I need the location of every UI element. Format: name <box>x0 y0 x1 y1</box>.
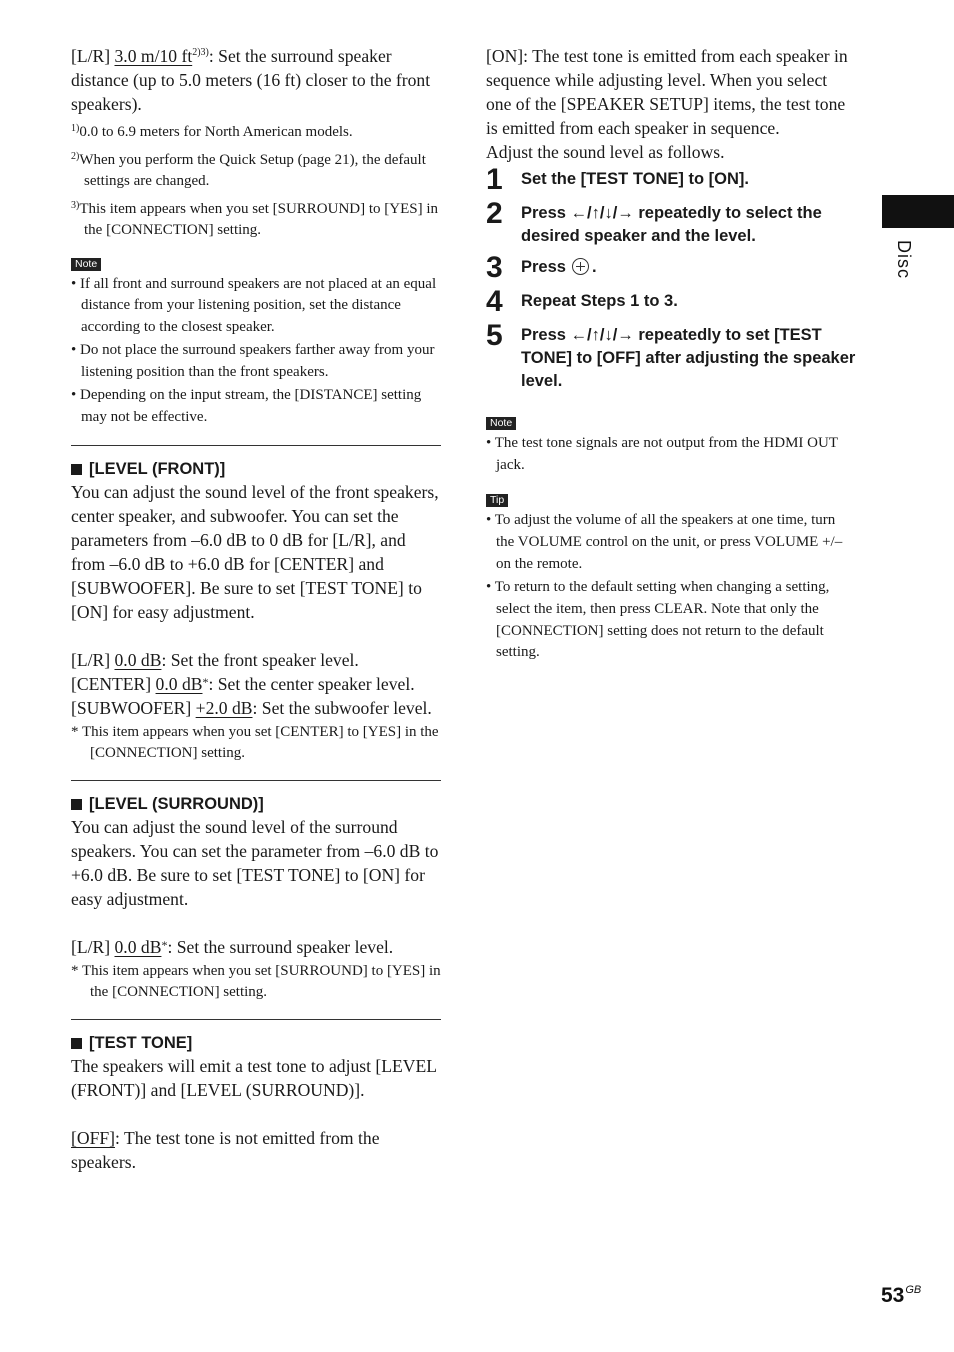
footnote-1: $^{1)}$0.0 to 6.9 meters for North American models. <box>71 123 353 140</box>
note-item: • If all front and surround speakers are not placed at an equal distance from your listening position, set the distance according to the closest speaker. <box>71 275 437 336</box>
section-divider <box>71 780 441 781</box>
level-front-description: You can adjust the sound level of the front speakers, center speaker, and subwoofer. You can set the parameters from –6.0 dB to 0 dB for [L/R], and from –6.0 dB to +6.0 dB for [CENTER] and [SUBWOOFER]. Be sure to set [TEST TONE] to [ON] for easy adjustment. <box>71 482 439 623</box>
side-tab-label: Disc <box>894 240 914 279</box>
distance-lr-setting: [L/R] 3.0 m/10 $ft^{2)3)}$: Set the surround speaker distance (up to 5.0 meters (16 ft) closer to the front speakers). <box>71 46 431 114</box>
level-surround-heading: [LEVEL (SURROUND)] <box>71 793 441 815</box>
step-4: 4 Repeat Steps 1 to 3. <box>486 285 678 318</box>
square-bullet-icon <box>71 799 82 810</box>
note-list <box>71 274 441 430</box>
step-1: 1 Set the [TEST TONE] to [ON]. <box>486 163 749 196</box>
note-label: Note <box>71 258 101 271</box>
tip-list <box>486 510 856 664</box>
note-item: • Depending on the input stream, the [DISTANCE] setting may not be effective. <box>71 387 422 426</box>
test-tone-description: The speakers will emit a test tone to adjust [LEVEL (FRONT)] and [LEVEL (SURROUND)]. <box>71 1056 437 1101</box>
level-surround-footnote: * This item appears when you set [SURROUND] to [YES] in the [CONNECTION] setting. <box>71 963 441 1001</box>
enter-button-icon <box>572 258 589 275</box>
level-front-subwoofer: [SUBWOOFER] +2.0 dB: Set the subwoofer level. <box>71 698 432 719</box>
level-front-footnote: * This item appears when you set [CENTER] to [YES] in the [CONNECTION] setting. <box>71 724 439 762</box>
level-front-heading: [LEVEL (FRONT)] <box>71 458 441 480</box>
note-item: • The test tone signals are not output from the HDMI OUT jack. <box>486 435 838 473</box>
distance-lr-value: 3.0 m/10 ft <box>114 46 193 66</box>
section-divider <box>71 445 441 446</box>
level-surround-lr: [L/R] 0.0 dB*: Set the surround speaker level. <box>71 937 394 958</box>
test-tone-on: [ON]: The test tone is emitted from each speaker in sequence while adjusting level. When you select one of the [SPEAKER SETUP] items, the test tone is emitted from each speaker in sequence. <box>486 46 848 138</box>
step-3: 3 Press . <box>486 251 597 284</box>
tip-item: • To return to the default setting when changing a setting, select the item, then press CLEAR. Note that only the [CONNECTION] setting does not return to the default setting. <box>486 578 830 661</box>
page-number: $53^{GB}$ <box>881 1284 922 1307</box>
level-front-center: [CENTER] 0.0 dB*: Set the center speaker level. <box>71 674 415 695</box>
level-front-lr: [L/R] 0.0 dB: Set the front speaker level. <box>71 650 359 671</box>
test-tone-off: [OFF]: The test tone is not emitted from the speakers. <box>71 1128 380 1173</box>
side-tab-marker <box>882 195 954 228</box>
square-bullet-icon <box>71 1038 82 1049</box>
note-list <box>486 433 856 477</box>
adjust-intro: Adjust the sound level as follows. <box>486 142 725 162</box>
step-list <box>486 163 856 393</box>
tip-item: • To adjust the volume of all the speakers at one time, turn the VOLUME control on the unit, or press VOLUME +/– on the remote. <box>486 512 843 572</box>
note-item: • Do not place the surround speakers farther away from your listening position than the front speakers. <box>71 342 435 381</box>
level-surround-description: You can adjust the sound level of the surround speakers. You can set the parameter from –6.0 dB to +6.0 dB. Be sure to set [TEST TONE] to [ON] for easy adjustment. <box>71 817 439 910</box>
test-tone-heading: [TEST TONE] <box>71 1032 441 1054</box>
note-label: Note <box>486 417 516 430</box>
footnote-2: $^{2)}$When you perform the Quick Setup (page 21), the default settings are changed. <box>71 150 426 189</box>
footnote-3: $^{3)}$This item appears when you set [SURROUND] to [YES] in the [CONNECTION] setting. <box>71 199 439 238</box>
step-2: 2 Press ←/↑/↓/→ repeatedly to select the desired speaker and the level. <box>486 197 822 245</box>
right-column <box>486 44 856 666</box>
tip-label: Tip <box>486 494 508 507</box>
step-5: 5 Press ←/↑/↓/→ repeatedly to set [TEST TONE] to [OFF] after adjusting the speaker level. <box>486 319 856 390</box>
section-divider <box>71 1019 441 1020</box>
left-column <box>71 44 441 1174</box>
square-bullet-icon <box>71 464 82 475</box>
